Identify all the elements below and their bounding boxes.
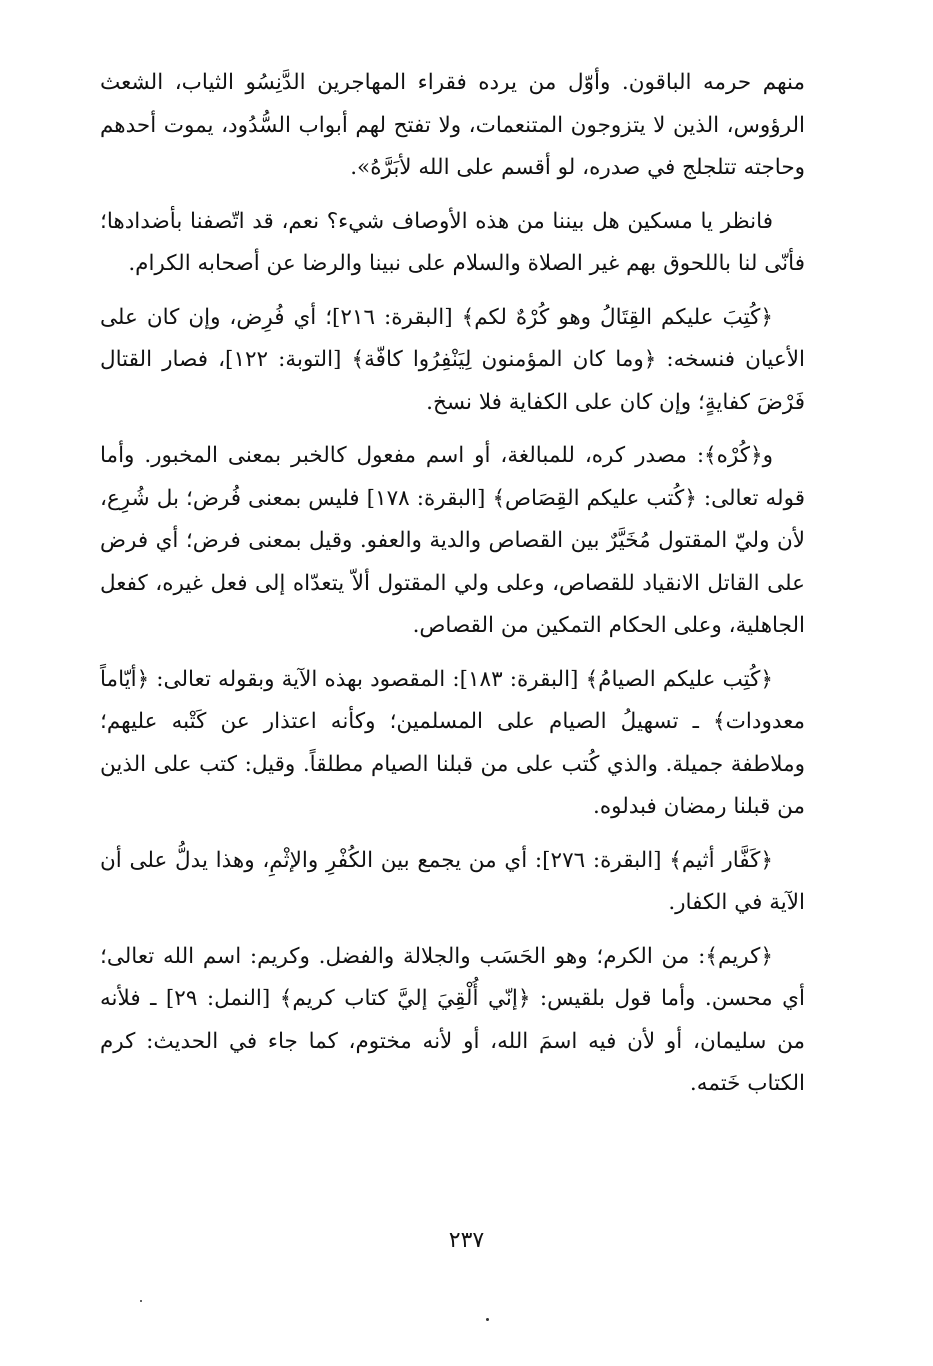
paragraph-4: و﴿كُرْه﴾: مصدر كره، للمبالغة، أو اسم مفعول كالخبر بمعنى المخبور. وأما قوله تعالى: ﴿كُتب عليكم القِصَاص﴾ [البقرة: ١٧٨] فليس بمعنى فُرض؛ بل شُرِع، لأن وليّ المقتول مُخَيَّرٌ بين القصاص والدية والعفو. وقيل بمعنى فرض؛ أي فرض على القاتل الانقياد للقصاص، وعلى ولي المقتول ألاّ يتعدّاه إلى فعل غيره، كفعل الجاهلية، وعلى الحكام التمكين من القصاص. <box>100 443 805 638</box>
paragraph-6: ﴿كَفَّار أثيم﴾ [البقرة: ٢٧٦]: أي من يجمع بين الكُفْرِ والإثْمِ، وهذا يدلُّ على أن الآية في الكفار. <box>100 847 805 915</box>
paragraph-5: ﴿كُتِب عليكم الصيامُ﴾ [البقرة: ١٨٣]: المقصود بهذه الآية وبقوله تعالى: ﴿أيّاماً معدودات﴾ ـ تسهيلُ الصيام على المسلمين؛ وكأنه اعتذار عن كَتْبه عليهم؛ وملاطفة جميلة. والذي كُتب على من قبلنا الصيام مطلقاً. وقيل: كتب على الذين من قبلنا رمضان فبدلوه. <box>100 666 805 819</box>
paragraph-1: منهم حرمه الباقون. وأوّل من يرده فقراء المهاجرين الدَّنِسُو الثياب، الشعث الرؤوس، الذين لا يتزوجون المتنعمات، ولا تفتح لهم أبواب السُّدُود، يموت أحدهم وحاجته تتلجلج في صدره، لو أقسم على الله لأبَرَّهُ». <box>100 70 805 180</box>
paragraph-7: ﴿كريم﴾: من الكرم؛ وهو الحَسَب والجلالة والفضل. وكريم: اسم الله تعالى؛ أي محسن. وأما قول بلقيس: ﴿إنّي أُلْقِيَ إليَّ كتاب كريم﴾ [النمل: ٢٩] ـ فلأنه من سليمان، أو لأن فيه اسمَ الله، أو لأنه مختوم، كما جاء في الحديث: كرم الكتاب خَتمه. <box>100 943 805 1096</box>
scan-speck <box>140 1300 142 1302</box>
paragraph-2: فانظر يا مسكين هل بيننا من هذه الأوصاف شيء؟ نعم، قد اتّصفنا بأضدادها؛ فأنّى لنا باللحوق بهم غير الصلاة والسلام على نبينا والرضا عن أصحابه الكرام. <box>100 208 805 276</box>
scan-speck <box>486 1318 489 1321</box>
paragraph-3: ﴿كُتِبَ عليكم القِتَالُ وهو كُرْهٌ لكم﴾ [البقرة: ٢١٦]؛ أي فُرِض، وإن كان على الأعيان فنسخه: ﴿وما كان المؤمنون لِيَنْفِرُوا كافّة﴾ [التوبة: ١٢٢]، فصار القتال فَرْضَ كفايةٍ؛ وإن كان على الكفاية فلا نسخ. <box>100 304 805 415</box>
page-number: ٢٣٧ <box>448 1228 485 1253</box>
